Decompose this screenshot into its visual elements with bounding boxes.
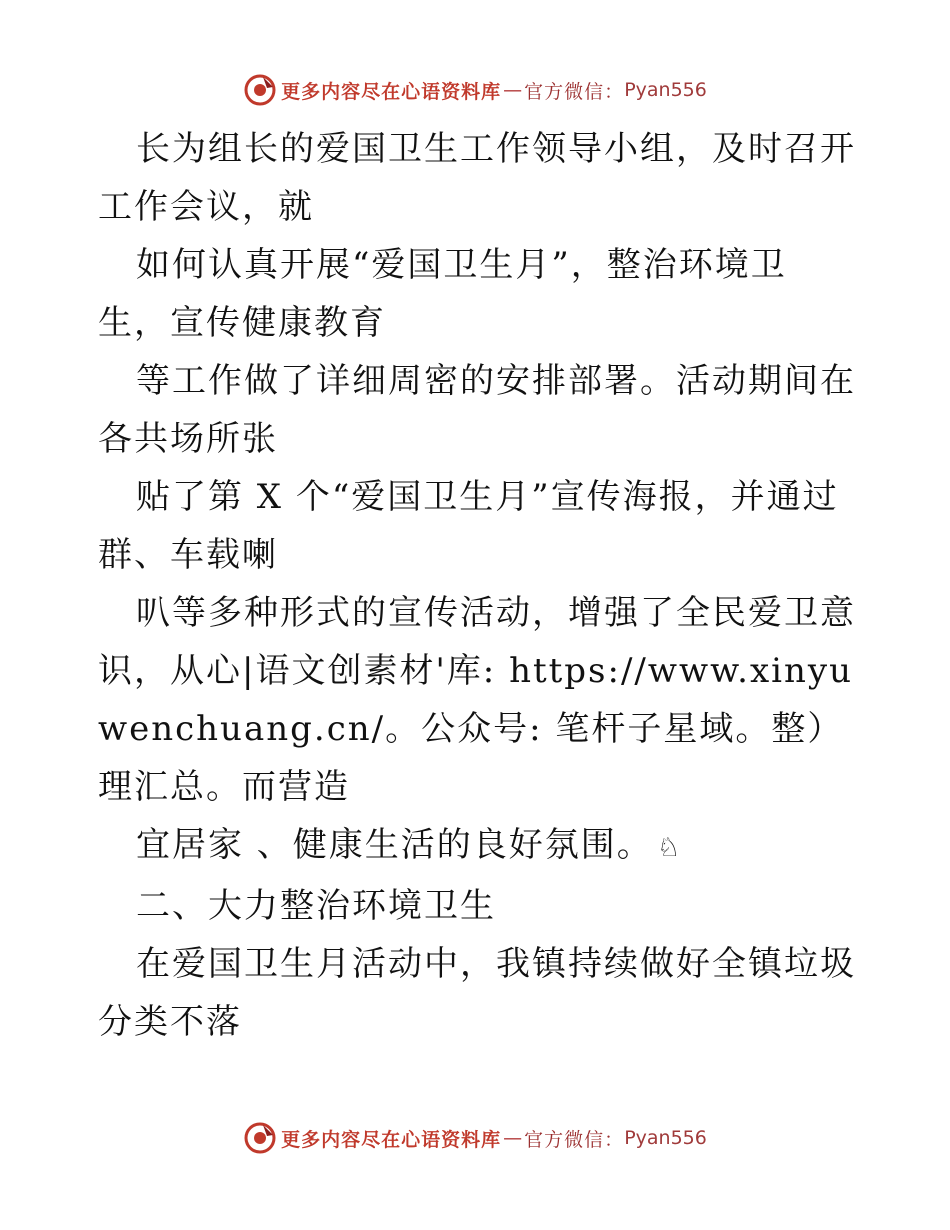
header-banner (0, 70, 950, 110)
footer-wechat-id: Pyan556 (624, 1127, 707, 1149)
paragraph-2: 如何认真开展“爱国卫生月”，整治环境卫生，宣传健康教育 (98, 245, 787, 343)
header-brand-text: 更多内容尽在心语资料库 (281, 80, 502, 103)
paragraph-4: 贴了第 X 个“爱国卫生月”宣传海报，并通过群、车载喇 (98, 477, 839, 575)
paragraph-5: 叭等多种形式的宣传活动，增强了全民爱卫意识，从心|语文创素材'库: https://www.xinyuwenchuang.cn/。公众号: 笔杆子星域。整）理汇总。而营造 (98, 593, 856, 807)
brand-logo-icon (243, 1121, 277, 1155)
paragraph-3: 等工作做了详细周密的安排部署。活动期间在各共场所张 (98, 361, 856, 459)
document-body (98, 120, 858, 1051)
footer-banner (0, 1118, 950, 1158)
paragraph-7: 在爱国卫生月活动中，我镇持续做好全镇垃圾分类不落 (98, 944, 856, 1042)
header-wechat-id: Pyan556 (624, 79, 707, 101)
brand-logo-icon (243, 73, 277, 107)
paragraph-6 (98, 816, 858, 877)
footer-separator: — (503, 1127, 523, 1149)
footer-wechat-label: 官方微信： (524, 1128, 625, 1151)
section-heading: 二、大力整治环境卫生 (136, 886, 496, 926)
header-separator: — (503, 79, 523, 101)
paragraph-6-text: 宜居家 、健康生活的良好氛围。 (136, 825, 653, 865)
knight-glyph-icon: ♘ (656, 833, 683, 863)
paragraph-1: 长为组长的爱国卫生工作领导小组，及时召开工作会议，就 (98, 129, 856, 227)
footer-brand-text: 更多内容尽在心语资料库 (281, 1128, 502, 1151)
header-wechat-label: 官方微信： (524, 80, 625, 103)
